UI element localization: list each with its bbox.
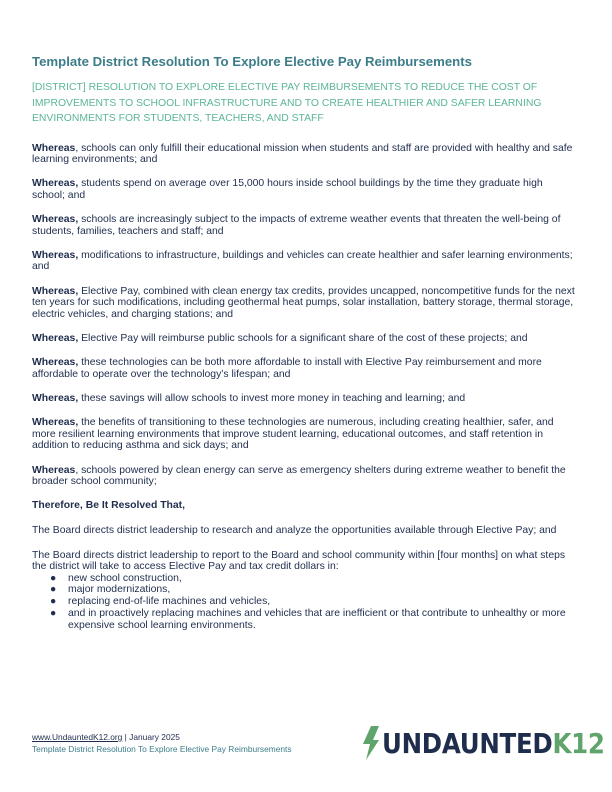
website-link[interactable]: www.UndauntedK12.org: [32, 732, 123, 742]
bullet-icon: ●: [50, 584, 57, 596]
whereas-label: Whereas: [32, 464, 76, 476]
action-list: [32, 573, 576, 632]
whereas-clause-3: Whereas, schools are increasingly subject to the impacts of extreme weather events that threaten the well-being of students, families, teachers and staff; and: [32, 214, 561, 237]
lightning-bolt-icon: [362, 726, 380, 760]
logo-wordmark: UNDAUNTEDK12: [382, 726, 605, 760]
page-title: Template District Resolution To Explore Elective Pay Reimbursements: [32, 54, 472, 69]
document-body: [32, 54, 576, 632]
footer-line-1: [32, 731, 292, 743]
whereas-label: Whereas,: [32, 357, 79, 369]
footer-separator: |: [122, 732, 130, 742]
whereas-clause-10: Whereas, schools powered by clean energy can serve as emergency shelters during extreme weather to benefit the broader school community;: [32, 464, 566, 488]
resolution-1: The Board directs district leadership to research and analyze the opportunities available through Elective Pay; and: [32, 525, 557, 537]
list-item: ● replacing end-of-life machines and vehicles,: [50, 596, 271, 608]
whereas-clause-8: Whereas, these savings will allow schools to invest more money in teaching and learning; and: [32, 392, 466, 404]
whereas-clause-2: Whereas, students spend on average over 15,000 hours inside school buildings by the time they graduate high school; and: [32, 178, 543, 201]
whereas-label: Whereas: [32, 142, 76, 154]
bullet-icon: ●: [50, 608, 57, 620]
whereas-clause-9: Whereas, the benefits of transitioning to these technologies are numerous, including creating healthier, safer, and more resilient learning environments that improve student learning, educational outcomes, and staff retention in addition to reducing asthma and sick days; and: [32, 417, 554, 452]
footer-doc-title: Template District Resolution To Explore Elective Pay Reimbursements: [32, 744, 292, 754]
resolution-2: The Board directs district leadership to report to the Board and school community within [four months] on what steps the district will take to access Elective Pay and tax credit dollars in:: [32, 549, 566, 573]
list-item: ● and in proactively replacing machines and vehicles that are inefficient or that contribute to unhealthy or more expensive school learning environments.: [50, 608, 566, 631]
whereas-label: Whereas,: [32, 417, 79, 429]
bullet-icon: ●: [50, 572, 57, 584]
page-subtitle: [DISTRICT] RESOLUTION TO EXPLORE ELECTIVE PAY REIMBURSEMENTS TO REDUCE THE COST OF IMPROVEMENTS TO SCHOOL INFRASTRUCTURE AND TO CREATE HEALTHIER AND SAFER LEARNING ENVIRONMENTS FOR STUDENTS, TEACHERS, AND STAFF: [32, 82, 542, 124]
whereas-clause-1: Whereas, schools can only fulfill their educational mission when students and staff are provided with healthy and safe learning environments; and: [32, 142, 573, 166]
whereas-label: Whereas,: [32, 214, 79, 226]
bullet-icon: ●: [50, 596, 57, 608]
resolved-heading: Therefore, Be It Resolved That,: [32, 500, 186, 512]
whereas-clause-5: Whereas, Elective Pay, combined with clean energy tax credits, provides uncapped, noncompetitive funds for the next ten years for such modifications, including geothermal heat pumps, solar installation, battery storage, thermal storage, electric vehicles, and charging stations; and: [32, 285, 575, 320]
whereas-label: Whereas,: [32, 178, 79, 190]
whereas-clause-7: Whereas, these technologies can be both more affordable to install with Elective Pay reimbursement and more affordable to operate over the technology’s lifespan; and: [32, 357, 542, 380]
whereas-label: Whereas,: [32, 249, 79, 261]
footer-date: January 2025: [129, 732, 180, 742]
whereas-label: Whereas,: [32, 333, 79, 344]
list-item: ● new school construction,: [50, 572, 182, 584]
undaunted-k12-logo: [362, 725, 605, 761]
whereas-clause-6: Whereas, Elective Pay will reimburse public schools for a significant share of the cost of these projects; and: [32, 333, 528, 344]
whereas-clause-4: Whereas, modifications to infrastructure, buildings and vehicles can create healthier and safer learning environments; and: [32, 249, 573, 273]
whereas-label: Whereas,: [32, 285, 79, 297]
list-item: ● major modernizations,: [50, 584, 171, 596]
whereas-label: Whereas,: [32, 392, 79, 404]
footer: [32, 731, 292, 755]
